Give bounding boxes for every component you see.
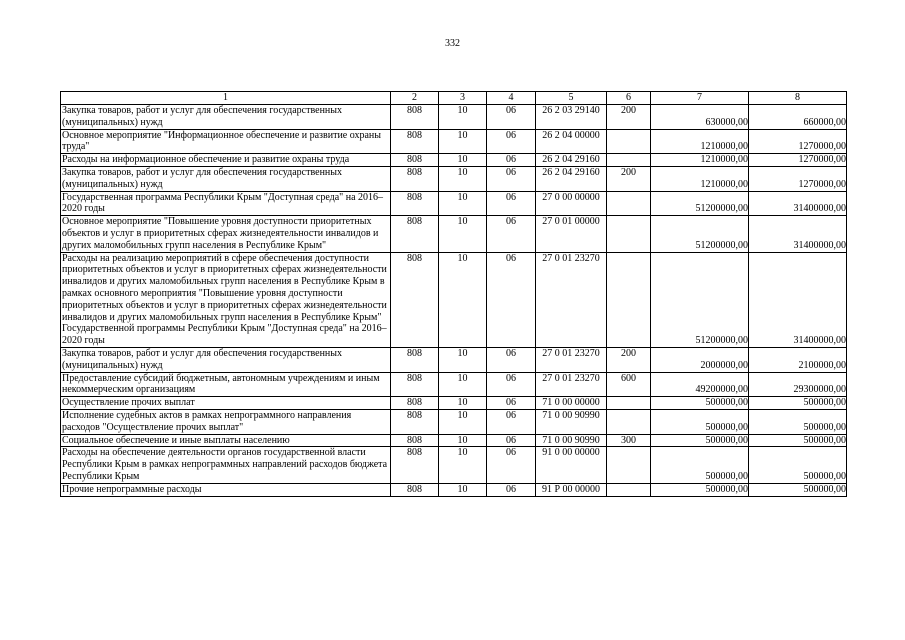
subsection-code-cell: 06 — [487, 483, 536, 496]
expense-type-cell — [607, 252, 651, 347]
expense-type-cell: 600 — [607, 372, 651, 397]
expense-name-cell: Расходы на информационное обеспечение и развитие охраны труда — [61, 154, 391, 167]
subsection-code-cell: 06 — [487, 166, 536, 191]
expense-name-cell: Закупка товаров, работ и услуг для обеспечения государственных (муниципальных) нужд — [61, 166, 391, 191]
amount-year2-cell: 31400000,00 — [749, 191, 847, 216]
amount-year1-cell: 500000,00 — [651, 409, 749, 434]
expense-type-cell: 200 — [607, 105, 651, 130]
section-code-cell: 10 — [439, 347, 487, 372]
expense-name-cell: Закупка товаров, работ и услуг для обеспечения государственных (муниципальных) нужд — [61, 105, 391, 130]
section-code-cell: 10 — [439, 409, 487, 434]
target-article-cell: 71 0 00 00000 — [536, 397, 607, 410]
header-cell: 2 — [391, 92, 439, 105]
section-code-cell: 10 — [439, 166, 487, 191]
expense-name-cell: Исполнение судебных актов в рамках непрограммного направления расходов "Осуществление прочих выплат" — [61, 409, 391, 434]
amount-year2-cell: 29300000,00 — [749, 372, 847, 397]
table-row — [61, 252, 847, 347]
header-cell: 6 — [607, 92, 651, 105]
section-code-cell: 10 — [439, 191, 487, 216]
target-article-cell: 71 0 00 90990 — [536, 434, 607, 447]
table-row — [61, 105, 847, 130]
ministry-code-cell: 808 — [391, 191, 439, 216]
ministry-code-cell: 808 — [391, 129, 439, 154]
expense-type-cell — [607, 129, 651, 154]
header-cell: 8 — [749, 92, 847, 105]
page-number: 332 — [445, 38, 460, 49]
subsection-code-cell: 06 — [487, 372, 536, 397]
target-article-cell: 27 0 00 00000 — [536, 191, 607, 216]
amount-year2-cell: 500000,00 — [749, 483, 847, 496]
section-code-cell: 10 — [439, 252, 487, 347]
amount-year2-cell: 660000,00 — [749, 105, 847, 130]
ministry-code-cell: 808 — [391, 216, 439, 252]
header-cell: 1 — [61, 92, 391, 105]
subsection-code-cell: 06 — [487, 129, 536, 154]
table-row — [61, 166, 847, 191]
ministry-code-cell: 808 — [391, 409, 439, 434]
expense-type-cell — [607, 191, 651, 216]
target-article-cell: 27 0 01 23270 — [536, 347, 607, 372]
target-article-cell: 26 2 03 29140 — [536, 105, 607, 130]
section-code-cell: 10 — [439, 447, 487, 483]
subsection-code-cell: 06 — [487, 105, 536, 130]
target-article-cell: 27 0 01 23270 — [536, 372, 607, 397]
target-article-cell: 91 Р 00 00000 — [536, 483, 607, 496]
expense-type-cell: 200 — [607, 166, 651, 191]
ministry-code-cell: 808 — [391, 347, 439, 372]
section-code-cell: 10 — [439, 105, 487, 130]
expense-type-cell — [607, 409, 651, 434]
target-article-cell: 26 2 04 00000 — [536, 129, 607, 154]
expense-type-cell — [607, 397, 651, 410]
expense-name-cell: Закупка товаров, работ и услуг для обеспечения государственных (муниципальных) нужд — [61, 347, 391, 372]
subsection-code-cell: 06 — [487, 252, 536, 347]
target-article-cell: 91 0 00 00000 — [536, 447, 607, 483]
amount-year2-cell: 2100000,00 — [749, 347, 847, 372]
expense-name-cell: Прочие непрограммные расходы — [61, 483, 391, 496]
ministry-code-cell: 808 — [391, 154, 439, 167]
amount-year1-cell: 51200000,00 — [651, 216, 749, 252]
section-code-cell: 10 — [439, 434, 487, 447]
ministry-code-cell: 808 — [391, 483, 439, 496]
expense-type-cell — [607, 154, 651, 167]
amount-year2-cell: 500000,00 — [749, 434, 847, 447]
expense-name-cell: Расходы на реализацию мероприятий в сфере обеспечения доступности приоритетных объектов и услуг в приоритетных сферах жизнедеятельности инвалидов и других маломобильных групп населения в Республике Крым в рамках основного мероприятия "Повышение уровня доступности приоритетных объектов и услуг в приоритетных сферах жизнедеятельности инвалидов и других маломобильных групп населения в Республике Крым" Государственной программы Республики Крым "Доступная среда" на 2016–2020 годы — [61, 252, 391, 347]
amount-year1-cell: 500000,00 — [651, 434, 749, 447]
section-code-cell: 10 — [439, 372, 487, 397]
budget-table — [60, 91, 847, 497]
subsection-code-cell: 06 — [487, 397, 536, 410]
expense-name-cell: Основное мероприятие "Информационное обеспечение и развитие охраны труда" — [61, 129, 391, 154]
expense-name-cell: Государственная программа Республики Крым "Доступная среда" на 2016–2020 годы — [61, 191, 391, 216]
amount-year1-cell: 500000,00 — [651, 447, 749, 483]
table-row — [61, 129, 847, 154]
subsection-code-cell: 06 — [487, 434, 536, 447]
table-row — [61, 154, 847, 167]
amount-year1-cell: 1210000,00 — [651, 154, 749, 167]
ministry-code-cell: 808 — [391, 252, 439, 347]
target-article-cell: 26 2 04 29160 — [536, 166, 607, 191]
table-row — [61, 347, 847, 372]
expense-type-cell — [607, 447, 651, 483]
amount-year1-cell: 51200000,00 — [651, 191, 749, 216]
expense-name-cell: Социальное обеспечение и иные выплаты населению — [61, 434, 391, 447]
table-row — [61, 397, 847, 410]
expense-name-cell: Расходы на обеспечение деятельности органов государственной власти Республики Крым в рамках непрограммных направлений расходов бюджета Республики Крым — [61, 447, 391, 483]
header-cell: 4 — [487, 92, 536, 105]
section-code-cell: 10 — [439, 483, 487, 496]
target-article-cell: 26 2 04 29160 — [536, 154, 607, 167]
expense-name-cell: Основное мероприятие "Повышение уровня доступности приоритетных объектов и услуг в приоритетных сферах жизнедеятельности инвалидов и других маломобильных групп населения в Республике Крым" — [61, 216, 391, 252]
header-cell: 3 — [439, 92, 487, 105]
section-code-cell: 10 — [439, 129, 487, 154]
ministry-code-cell: 808 — [391, 447, 439, 483]
expense-type-cell: 300 — [607, 434, 651, 447]
subsection-code-cell: 06 — [487, 409, 536, 434]
amount-year2-cell: 31400000,00 — [749, 252, 847, 347]
subsection-code-cell: 06 — [487, 191, 536, 216]
ministry-code-cell: 808 — [391, 166, 439, 191]
expense-type-cell — [607, 216, 651, 252]
expense-name-cell: Предоставление субсидий бюджетным, автономным учреждениям и иным некоммерческим организациям — [61, 372, 391, 397]
amount-year1-cell: 1210000,00 — [651, 129, 749, 154]
table-header-row — [61, 92, 847, 105]
amount-year1-cell: 1210000,00 — [651, 166, 749, 191]
amount-year2-cell: 500000,00 — [749, 409, 847, 434]
expense-name-cell: Осуществление прочих выплат — [61, 397, 391, 410]
header-cell: 7 — [651, 92, 749, 105]
amount-year1-cell: 500000,00 — [651, 483, 749, 496]
amount-year1-cell: 49200000,00 — [651, 372, 749, 397]
subsection-code-cell: 06 — [487, 447, 536, 483]
table-row — [61, 216, 847, 252]
amount-year2-cell: 1270000,00 — [749, 166, 847, 191]
amount-year1-cell: 630000,00 — [651, 105, 749, 130]
table-row — [61, 447, 847, 483]
table-row — [61, 483, 847, 496]
target-article-cell: 27 0 01 23270 — [536, 252, 607, 347]
ministry-code-cell: 808 — [391, 372, 439, 397]
header-cell: 5 — [536, 92, 607, 105]
target-article-cell: 71 0 00 90990 — [536, 409, 607, 434]
amount-year1-cell: 2000000,00 — [651, 347, 749, 372]
ministry-code-cell: 808 — [391, 397, 439, 410]
subsection-code-cell: 06 — [487, 154, 536, 167]
subsection-code-cell: 06 — [487, 216, 536, 252]
ministry-code-cell: 808 — [391, 105, 439, 130]
amount-year2-cell: 1270000,00 — [749, 154, 847, 167]
amount-year2-cell: 500000,00 — [749, 397, 847, 410]
target-article-cell: 27 0 01 00000 — [536, 216, 607, 252]
table-row — [61, 434, 847, 447]
table-row — [61, 372, 847, 397]
section-code-cell: 10 — [439, 397, 487, 410]
expense-type-cell: 200 — [607, 347, 651, 372]
table-row — [61, 191, 847, 216]
amount-year1-cell: 51200000,00 — [651, 252, 749, 347]
amount-year1-cell: 500000,00 — [651, 397, 749, 410]
table-row — [61, 409, 847, 434]
ministry-code-cell: 808 — [391, 434, 439, 447]
amount-year2-cell: 31400000,00 — [749, 216, 847, 252]
subsection-code-cell: 06 — [487, 347, 536, 372]
section-code-cell: 10 — [439, 154, 487, 167]
amount-year2-cell: 1270000,00 — [749, 129, 847, 154]
amount-year2-cell: 500000,00 — [749, 447, 847, 483]
expense-type-cell — [607, 483, 651, 496]
section-code-cell: 10 — [439, 216, 487, 252]
